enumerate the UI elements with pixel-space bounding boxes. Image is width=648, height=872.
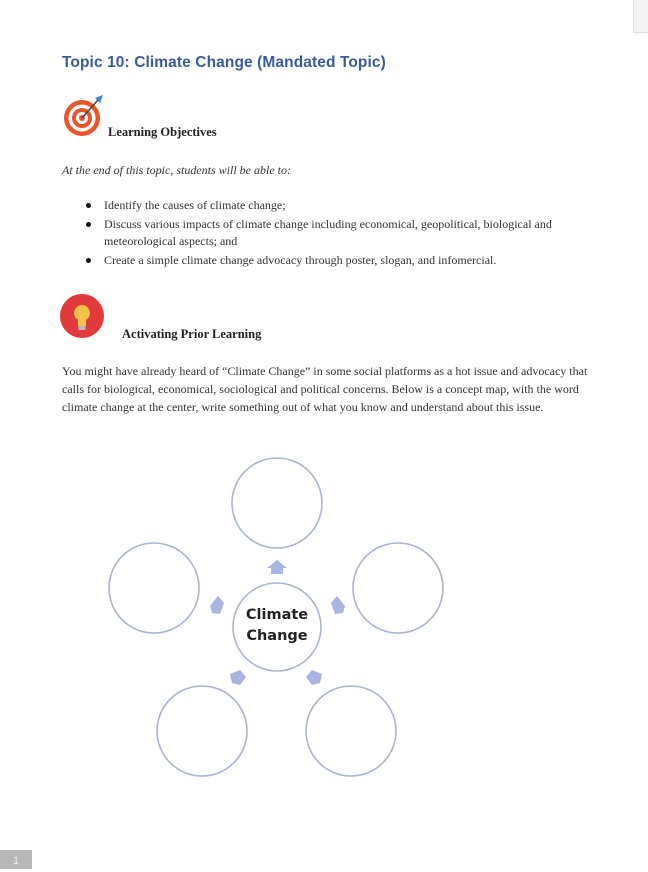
arrow-down-left-icon <box>230 670 246 685</box>
arrow-down-right-icon <box>306 670 322 685</box>
concept-node-left[interactable] <box>109 543 199 633</box>
concept-node-bottom-left[interactable] <box>157 686 247 776</box>
center-label-line1: Climate <box>245 607 309 623</box>
concept-node-top[interactable] <box>232 458 322 548</box>
objectives-list <box>86 197 616 271</box>
concept-node-right[interactable] <box>353 543 443 633</box>
arrow-right-icon <box>331 596 345 614</box>
list-item: Discuss various impacts of climate change including economical, geopolitical, biological and meteorological aspects; and <box>86 216 616 250</box>
arrow-left-icon <box>210 596 224 614</box>
concept-node-bottom-right[interactable] <box>306 686 396 776</box>
list-item: Identify the causes of climate change; <box>86 197 616 214</box>
target-icon <box>62 92 108 138</box>
activating-prior-learning-heading: Activating Prior Learning <box>122 327 262 341</box>
objectives-intro: At the end of this topic, students will be able to: <box>62 163 291 177</box>
center-label-line2: Change <box>246 628 308 644</box>
learning-objectives-heading: Learning Objectives <box>108 125 217 139</box>
page-corner-tab[interactable] <box>633 0 648 33</box>
concept-map-center-label <box>232 605 322 647</box>
prior-learning-paragraph: You might have already heard of “Climate Change” in some social platforms as a hot issue and advocacy that calls for biological, economical, sociological and political concerns. Below is a concept map, with the word climate change at the center, write something out of what you know and understand about this issue. <box>62 364 588 414</box>
lightbulb-icon <box>60 294 106 340</box>
list-item: Create a simple climate change advocacy through poster, slogan, and infomercial. <box>86 252 616 269</box>
page-number: 1 <box>0 850 32 869</box>
arrow-up-icon <box>267 560 287 574</box>
page-title: Topic 10: Climate Change (Mandated Topic) <box>62 54 386 71</box>
